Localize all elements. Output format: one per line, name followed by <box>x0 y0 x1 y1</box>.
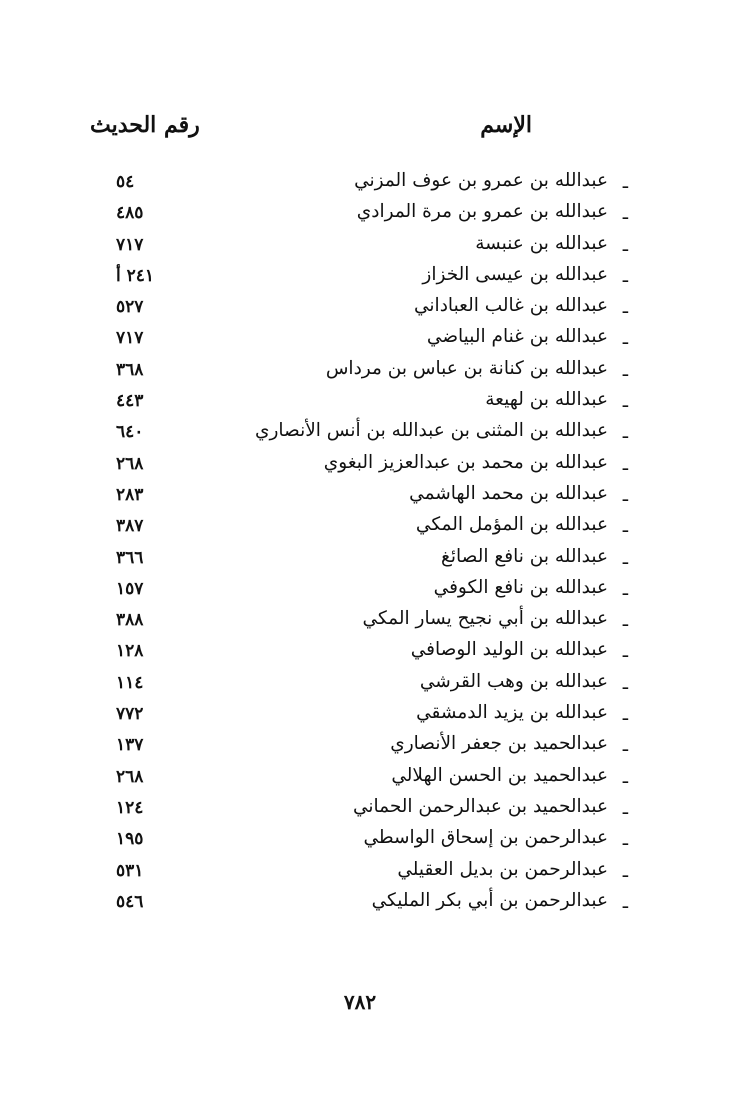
bullet-dash: ـ <box>622 234 628 256</box>
narrator-name: عبدالحميد بن الحسن الهلالي <box>391 764 608 786</box>
narrator-name: عبدالله بن محمد بن عبدالعزيز البغوي <box>323 451 608 473</box>
hadith-number: ١٩٥ <box>116 829 144 850</box>
bullet-dash: ـ <box>622 547 628 569</box>
name-column-heading: الإسم <box>480 112 532 138</box>
narrator-name: عبدالله بن نافع الصائغ <box>441 545 608 567</box>
narrator-name: عبدالله بن غنام البياضي <box>426 326 608 348</box>
list-item <box>100 825 628 856</box>
bullet-dash: ـ <box>622 672 628 694</box>
bullet-dash: ـ <box>622 422 628 444</box>
list-item <box>100 606 628 637</box>
narrator-name: عبدالله بن المثنى بن عبدالله بن أنس الأنصاري <box>254 420 608 442</box>
list-item <box>100 763 628 794</box>
hadith-number: ٣٦٦ <box>116 547 144 568</box>
bullet-dash: ـ <box>622 359 628 381</box>
list-item <box>100 450 628 481</box>
narrator-name: عبدالرحمن بن إسحاق الواسطي <box>363 827 608 849</box>
bullet-dash: ـ <box>622 453 628 475</box>
list-item <box>100 888 628 919</box>
list-item <box>100 293 628 324</box>
hadith-number: ١٢٤ <box>116 797 144 818</box>
list-item <box>100 544 628 575</box>
hadith-number-column-heading: رقم الحديث <box>90 112 200 138</box>
narrator-name: عبدالله بن المؤمل المكي <box>415 514 608 536</box>
bullet-dash: ـ <box>622 391 628 413</box>
bullet-dash: ـ <box>622 516 628 538</box>
list-item <box>100 512 628 543</box>
list-item <box>100 356 628 387</box>
hadith-number: ٤٨٥ <box>116 203 144 224</box>
bullet-dash: ـ <box>622 797 628 819</box>
bullet-dash: ـ <box>622 860 628 882</box>
page-number: ٧٨٢ <box>343 990 377 1014</box>
hadith-number: ٥٢٧ <box>116 297 144 318</box>
hadith-number: ٧٧٢ <box>116 704 144 725</box>
hadith-number: ١٣٧ <box>116 735 144 756</box>
narrator-name: عبدالله بن غالب العباداني <box>413 295 608 317</box>
narrator-name: عبدالحميد بن جعفر الأنصاري <box>390 733 608 755</box>
list-item <box>100 700 628 731</box>
hadith-number: ٥٣١ <box>116 860 144 881</box>
narrator-name: عبدالحميد بن عبدالرحمن الحماني <box>352 795 608 817</box>
list-item <box>100 262 628 293</box>
table-header <box>90 112 540 152</box>
narrator-name: عبدالرحمن بن أبي بكر المليكي <box>371 889 608 911</box>
bullet-dash: ـ <box>622 766 628 788</box>
list-item <box>100 418 628 449</box>
bullet-dash: ـ <box>622 328 628 350</box>
list-item <box>100 637 628 668</box>
list-item <box>100 481 628 512</box>
list-item <box>100 857 628 888</box>
narrator-name: عبدالله بن كنانة بن عباس بن مرداس <box>325 357 608 379</box>
narrator-name: عبدالله بن وهب القرشي <box>419 670 608 692</box>
list-item <box>100 231 628 262</box>
list-item <box>100 324 628 355</box>
bullet-dash: ـ <box>622 578 628 600</box>
bullet-dash: ـ <box>622 829 628 851</box>
narrator-name: عبدالله بن لهيعة <box>485 389 608 411</box>
list-item <box>100 168 628 199</box>
hadith-number: ٤٤٣ <box>116 391 144 412</box>
narrator-name: عبدالله بن أبي نجيح يسار المكي <box>362 608 608 630</box>
hadith-number: ٥٤٦ <box>116 891 144 912</box>
list-item <box>100 199 628 230</box>
hadith-number: ٢٨٣ <box>116 484 144 505</box>
bullet-dash: ـ <box>622 297 628 319</box>
narrator-name: عبدالرحمن بن بديل العقيلي <box>397 858 608 880</box>
list-item <box>100 575 628 606</box>
list-item <box>100 669 628 700</box>
bullet-dash: ـ <box>622 265 628 287</box>
narrator-index-list <box>100 168 628 919</box>
bullet-dash: ـ <box>622 172 628 193</box>
hadith-number: ١٥٧ <box>116 578 144 599</box>
bullet-dash: ـ <box>622 203 628 225</box>
bullet-dash: ـ <box>622 891 628 913</box>
narrator-name: عبدالله بن عمرو بن عوف المزني <box>354 170 608 191</box>
hadith-number: ٧١٧ <box>116 234 144 255</box>
narrator-name: عبدالله بن عمرو بن مرة المرادي <box>356 201 608 223</box>
hadith-number: ١١٤ <box>116 672 144 693</box>
hadith-number: ٣٨٧ <box>116 516 144 537</box>
list-item <box>100 387 628 418</box>
hadith-number: ٣٨٨ <box>116 610 144 631</box>
narrator-name: عبدالله بن محمد الهاشمي <box>409 482 608 504</box>
narrator-name: عبدالله بن عيسى الخزاز <box>422 263 608 285</box>
bullet-dash: ـ <box>622 484 628 506</box>
hadith-number: ٥٤ <box>116 172 135 192</box>
narrator-name: عبدالله بن نافع الكوفي <box>433 576 608 598</box>
hadith-number: ٢٦٨ <box>116 453 144 474</box>
narrator-name: عبدالله بن الوليد الوصافي <box>410 639 608 661</box>
bullet-dash: ـ <box>622 704 628 726</box>
hadith-number: ٣٦٨ <box>116 359 144 380</box>
hadith-number: ٢٦٨ <box>116 766 144 787</box>
hadith-number: ٢٤١ أ <box>116 265 155 286</box>
narrator-name: عبدالله بن عنبسة <box>475 232 608 254</box>
hadith-number: ٦٤٠ <box>116 422 144 443</box>
hadith-number: ١٢٨ <box>116 641 144 662</box>
bullet-dash: ـ <box>622 610 628 632</box>
hadith-number: ٧١٧ <box>116 328 144 349</box>
bullet-dash: ـ <box>622 641 628 663</box>
list-item <box>100 731 628 762</box>
bullet-dash: ـ <box>622 735 628 757</box>
narrator-name: عبدالله بن يزيد الدمشقي <box>416 702 608 724</box>
list-item <box>100 794 628 825</box>
